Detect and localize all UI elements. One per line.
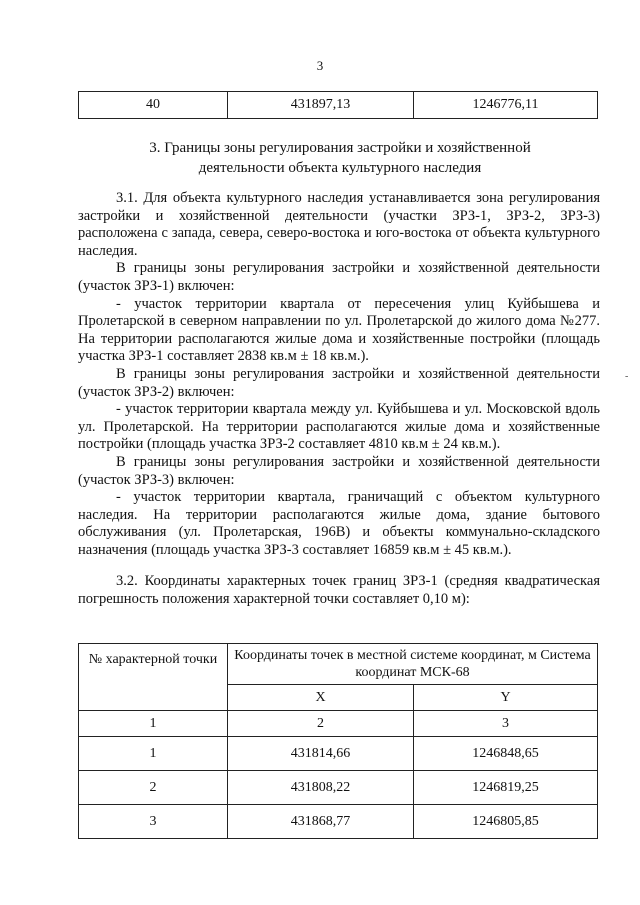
index-cell: 1 — [79, 711, 228, 737]
point-number-cell: 40 — [79, 92, 228, 119]
y-coordinate-cell: 1246848,65 — [414, 737, 598, 771]
y-coordinate-cell: 1246819,25 — [414, 771, 598, 805]
table-index-row — [79, 711, 598, 737]
table-row — [79, 92, 598, 119]
margin-mark: - — [625, 371, 629, 382]
paragraph-zrz1-description: - участок территории квартала от пересечения улиц Куйбышева и Пролетарской в северном направлении по ул. Пролетарской до жилого дома №277. На территории располагаются жилые дома и хозяйственные постройки (площадь участка ЗРЗ-1 составляет 2838 кв.м ± 18 кв.м.). — [78, 295, 600, 365]
index-cell: 2 — [228, 711, 414, 737]
section-heading-line: деятельности объекта культурного наследия — [198, 160, 482, 176]
point-number-cell: 2 — [79, 771, 228, 805]
paragraph-zrz1-intro: В границы зоны регулирования застройки и хозяйственной деятельности (участок ЗРЗ-1) включен: — [78, 260, 600, 294]
point-number-cell: 3 — [79, 805, 228, 839]
section-heading — [80, 138, 600, 178]
table-header-row — [79, 644, 598, 685]
header-x: X — [228, 685, 414, 711]
table-row — [79, 771, 598, 805]
paragraph-3-1: 3.1. Для объекта культурного наследия устанавливается зона регулирования застройки и хозяйственной деятельности (участки ЗРЗ-1, ЗРЗ-2, ЗРЗ-3) расположена с запада, севера, северо-востока и юго-востока от объекта культурного наследия. — [78, 190, 600, 259]
paragraph-zrz3-description: - участок территории квартала, граничащий с объектом культурного наследия. На территории располагаются жилые дома, здание бытового обслуживания (ул. Пролетарская, 196В) и объекты коммунально-складского назначения (площадь участка ЗРЗ-3 составляет 16859 кв.м ± 45 кв.м.). — [78, 489, 600, 558]
x-coordinate-cell: 431868,77 — [228, 805, 414, 839]
point-number-cell: 1 — [79, 737, 228, 771]
y-coordinate-cell: 1246776,11 — [414, 92, 598, 119]
header-y: Y — [414, 685, 598, 711]
paragraph-zrz2-intro: В границы зоны регулирования застройки и хозяйственной деятельности (участок ЗРЗ-2) включен: — [78, 365, 600, 400]
y-coordinate-cell: 1246805,85 — [414, 805, 598, 839]
coordinates-table-continuation — [78, 91, 598, 119]
x-coordinate-cell: 431814,66 — [228, 737, 414, 771]
coordinates-table-zrz1 — [78, 643, 598, 839]
paragraph-3-2: 3.2. Координаты характерных точек границ ЗРЗ-1 (средняя квадратическая погрешность положения характерной точки составляет 0,10 м): — [78, 573, 600, 608]
header-point-number: № характерной точки — [79, 644, 228, 711]
index-cell: 3 — [414, 711, 598, 737]
table-row — [79, 737, 598, 771]
paragraph-zrz3-intro: В границы зоны регулирования застройки и хозяйственной деятельности (участок ЗРЗ-3) включен: — [78, 453, 600, 488]
x-coordinate-cell: 431808,22 — [228, 771, 414, 805]
x-coordinate-cell: 431897,13 — [228, 92, 414, 119]
section-heading-line: 3. Границы зоны регулирования застройки и хозяйственной — [149, 140, 531, 156]
header-coordinates: Координаты точек в местной системе координат, м Система координат МСК-68 — [228, 644, 598, 685]
page-number: 3 — [316, 58, 324, 73]
paragraph-zrz2-description: - участок территории квартала между ул. Куйбышева и ул. Московской вдоль ул. Пролетарской. На территории располагаются жилые дома и хозяйственные постройки (площадь участка ЗРЗ-2 составляет 4810 кв.м ± 24 кв.м.). — [78, 401, 600, 453]
table-row — [79, 805, 598, 839]
document-body — [78, 190, 600, 609]
